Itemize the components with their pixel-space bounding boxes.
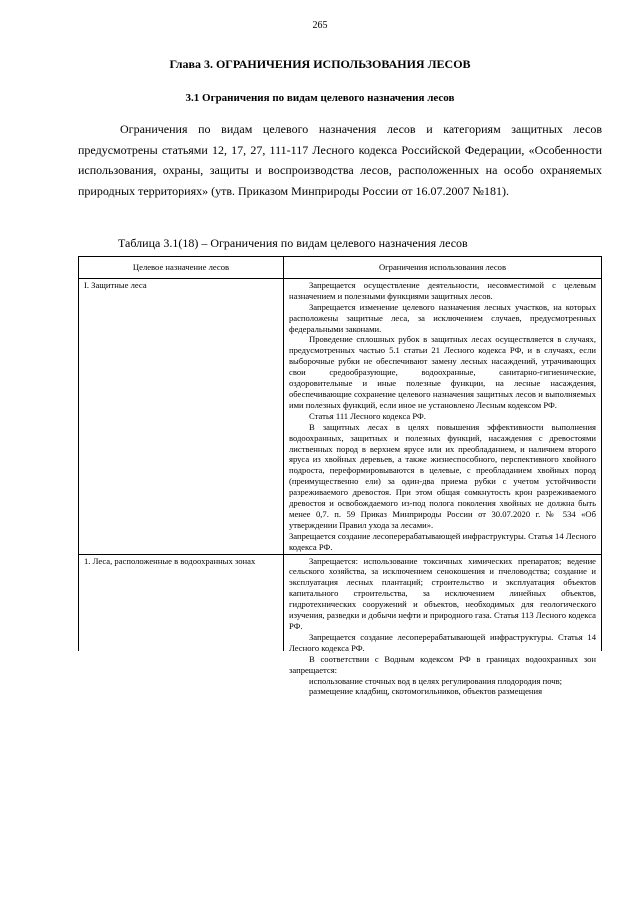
chapter-title: Глава 3. ОГРАНИЧЕНИЯ ИСПОЛЬЗОВАНИЯ ЛЕСОВ xyxy=(169,57,471,71)
restrictions-table xyxy=(78,256,602,697)
table-row xyxy=(79,278,602,554)
restriction-paragraph: размещение кладбищ, скотомогильников, объектов размещения xyxy=(309,686,543,697)
table-row xyxy=(79,554,602,651)
restriction-paragraph: Запрещается создание лесоперерабатывающей инфраструктуры. Статья 14 Лесного кодекса РФ. xyxy=(289,631,596,653)
header-purpose: Целевое назначение лесов xyxy=(79,257,284,279)
restrictions-content xyxy=(289,555,596,697)
restriction-paragraph: Запрещается изменение целевого назначения лесных участков, на которых расположены защитные леса, за исключением случаев, предусмотренных федеральными законами. xyxy=(289,301,596,334)
restriction-paragraph: Запрещается создание лесоперерабатывающей инфраструктуры. Статья 14 Лесного кодекса РФ. xyxy=(289,530,596,552)
header-restrictions: Ограничения использования лесов xyxy=(284,257,602,279)
table-header-row xyxy=(79,257,602,279)
restriction-paragraph: Статья 111 Лесного кодекса РФ. xyxy=(309,410,426,421)
purpose-cell: I. Защитные леса xyxy=(79,278,284,554)
table-caption: Таблица 3.1(18) – Ограничения по видам целевого назначения лесов xyxy=(118,236,468,250)
intro-text: Ограничения по видам целевого назначения лесов и категориям защитных лесов предусмотрены статьями 12, 17, 27, 111-117 Лесного кодекса Российской Федерации, «Особенности использования, охраны, защиты и воспроизводства лесов, расположенных на особо охраняемых природных территориях» (утв. Приказом Минприроды России от 16.07.2007 №181). xyxy=(78,122,602,198)
restrictions-cell xyxy=(284,554,602,697)
restriction-paragraph: Запрещается: использование токсичных химических препаратов; ведение сельского хозяйства, за исключением сенокошения и пчеловодства; создание и эксплуатация лесных плантаций; строительство и эксплуатация объектов капитального строительства, за исключением линейных объектов, гидротехнических сооружений и объектов, необходимых для геологического изучения, разведки и добычи нефти и природного газа. Статья 113 Лесного кодекса РФ. xyxy=(289,555,596,631)
restriction-paragraph: Запрещается осуществление деятельности, несовместимой с целевым назначением и полезными функциями защитных лесов. xyxy=(289,279,596,301)
restriction-paragraph: Проведение сплошных рубок в защитных лесах осуществляется в случаях, предусмотренных частью 5.1 статьи 21 Лесного кодекса РФ, и в случаях, если выборочные рубки не обеспечивают замену лесных насаждений, утрачивающих свои средообразующие, водоохранные, санитарно-гигиенические, оздоровительные и иные полезные функции, на лесные насаждения, обеспечивающие сохранение целевого назначения защитных лесов и выполняемых ими полезных функций, если иное не установлено Лесным кодексом РФ. xyxy=(289,334,596,410)
restriction-paragraph: В соответствии с Водным кодексом РФ в границах водоохранных зон запрещается: xyxy=(289,653,596,675)
page-number: 265 xyxy=(312,20,328,31)
purpose-cell: 1. Леса, расположенные в водоохранных зонах xyxy=(79,554,284,651)
restriction-paragraph: использование сточных вод в целях регулирования плодородия почв; xyxy=(309,675,563,686)
section-title: 3.1 Ограничения по видам целевого назначения лесов xyxy=(185,92,455,104)
restrictions-cell xyxy=(284,278,602,554)
restriction-paragraph: В защитных лесах в целях повышения эффективности выполнения водоохранных, защитных и полезных функций, насаждения с древостоями лиственных пород в верхнем ярусе или их преобладанием, и наличием второго яруса из хвойных деревьев, а также жизнеспособного, перспективного хвойного подроста, переформировываются в целевые, с преобладанием хвойных пород (преимущественно ели) за один-два приема рубки с учетом устойчивости разреживаемого древостоя. При этом общая сомкнутость крон разреживаемого древостоя и освобождаемого из-под полога поколения хвойных не должна быть менее 0,7. п. 59 Приказ Минприроды России от 30.07.2020 г. № 534 «Об утверждении Правил ухода за лесами». xyxy=(289,421,596,530)
intro-paragraph xyxy=(78,119,602,201)
